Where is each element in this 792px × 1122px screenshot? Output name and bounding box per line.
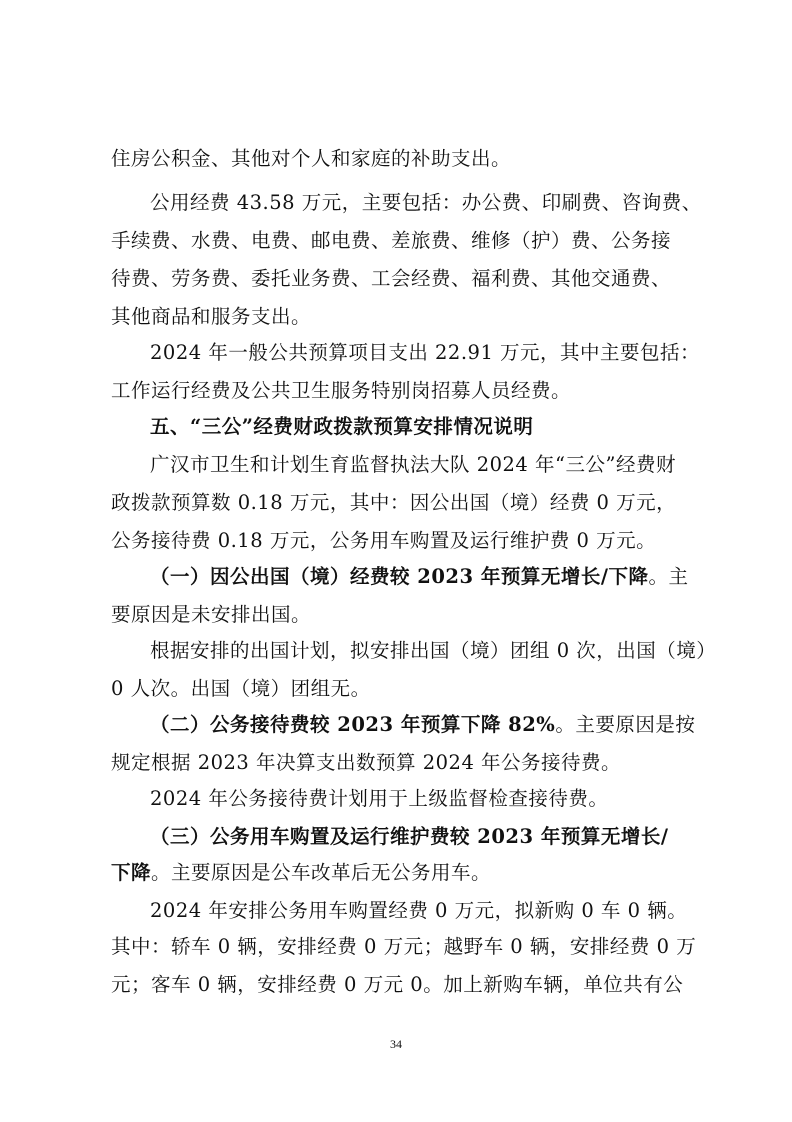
paragraph-line: 2024 年公务接待费计划用于上级监督检查接待费。 <box>150 787 609 810</box>
page-number: 34 <box>390 1037 402 1051</box>
paragraph-line <box>150 565 689 589</box>
subheading-inline: （一）因公出国（境）经费较 2023 年预算无增长/下降 <box>150 565 649 588</box>
paragraph-line: 住房公积金、其他对个人和家庭的补助支出。 <box>111 147 512 170</box>
paragraph-text: 。主 <box>648 565 689 588</box>
paragraph-line: 规定根据 2023 年决算支出数预算 2024 年公务接待费。 <box>111 751 622 774</box>
section-heading: 五、“三公”经费财政拨款预算安排情况说明 <box>150 415 534 438</box>
paragraph-line: 广汉市卫生和计划生育监督执法大队 2024 年“三公”经费财 <box>150 453 676 476</box>
paragraph-line: 2024 年一般公共预算项目支出 22.91 万元，其中主要包括： <box>150 341 701 364</box>
paragraph-line: 根据安排的出国计划，拟安排出国（境）团组 0 次，出国（境） <box>150 639 717 662</box>
subheading-inline: 下降 <box>111 861 152 884</box>
paragraph-text: 。主要原因是公车改革后无公务用车。 <box>151 861 492 884</box>
paragraph-line: 手续费、水费、电费、邮电费、差旅费、维修（护）费、公务接 <box>111 229 672 252</box>
paragraph-line: 公用经费 43.58 万元，主要包括：办公费、印刷费、咨询费、 <box>150 191 702 214</box>
paragraph-line: 公务接待费 0.18 万元，公务用车购置及运行维护费 0 万元。 <box>111 529 657 552</box>
paragraph-line: 其中：轿车 0 辆，安排经费 0 万元；越野车 0 辆，安排经费 0 万 <box>111 935 697 958</box>
paragraph-line: 要原因是未安排出国。 <box>111 603 312 626</box>
paragraph-line: 0 人次。出国（境）团组无。 <box>111 677 371 700</box>
paragraph-line: 元；客车 0 辆，安排经费 0 万元 0。加上新购车辆，单位共有公 <box>111 973 684 996</box>
subheading: （三）公务用车购置及运行维护费较 2023 年预算无增长/ <box>150 825 669 848</box>
paragraph-line <box>150 713 695 737</box>
subheading-inline: （二）公务接待费较 2023 年预算下降 82% <box>150 713 556 736</box>
paragraph-line <box>111 861 491 885</box>
paragraph-line: 工作运行经费及公共卫生服务特别岗招募人员经费。 <box>111 379 572 402</box>
paragraph-line: 其他商品和服务支出。 <box>111 305 312 328</box>
paragraph-line: 政拨款预算数 0.18 万元，其中：因公出国（境）经费 0 万元， <box>111 491 677 514</box>
paragraph-line: 2024 年安排公务用车购置经费 0 万元，拟新购 0 车 0 辆。 <box>150 899 688 922</box>
paragraph-line: 待费、劳务费、委托业务费、工会经费、福利费、其他交通费、 <box>111 267 672 290</box>
paragraph-text: 。主要原因是按 <box>555 713 696 736</box>
